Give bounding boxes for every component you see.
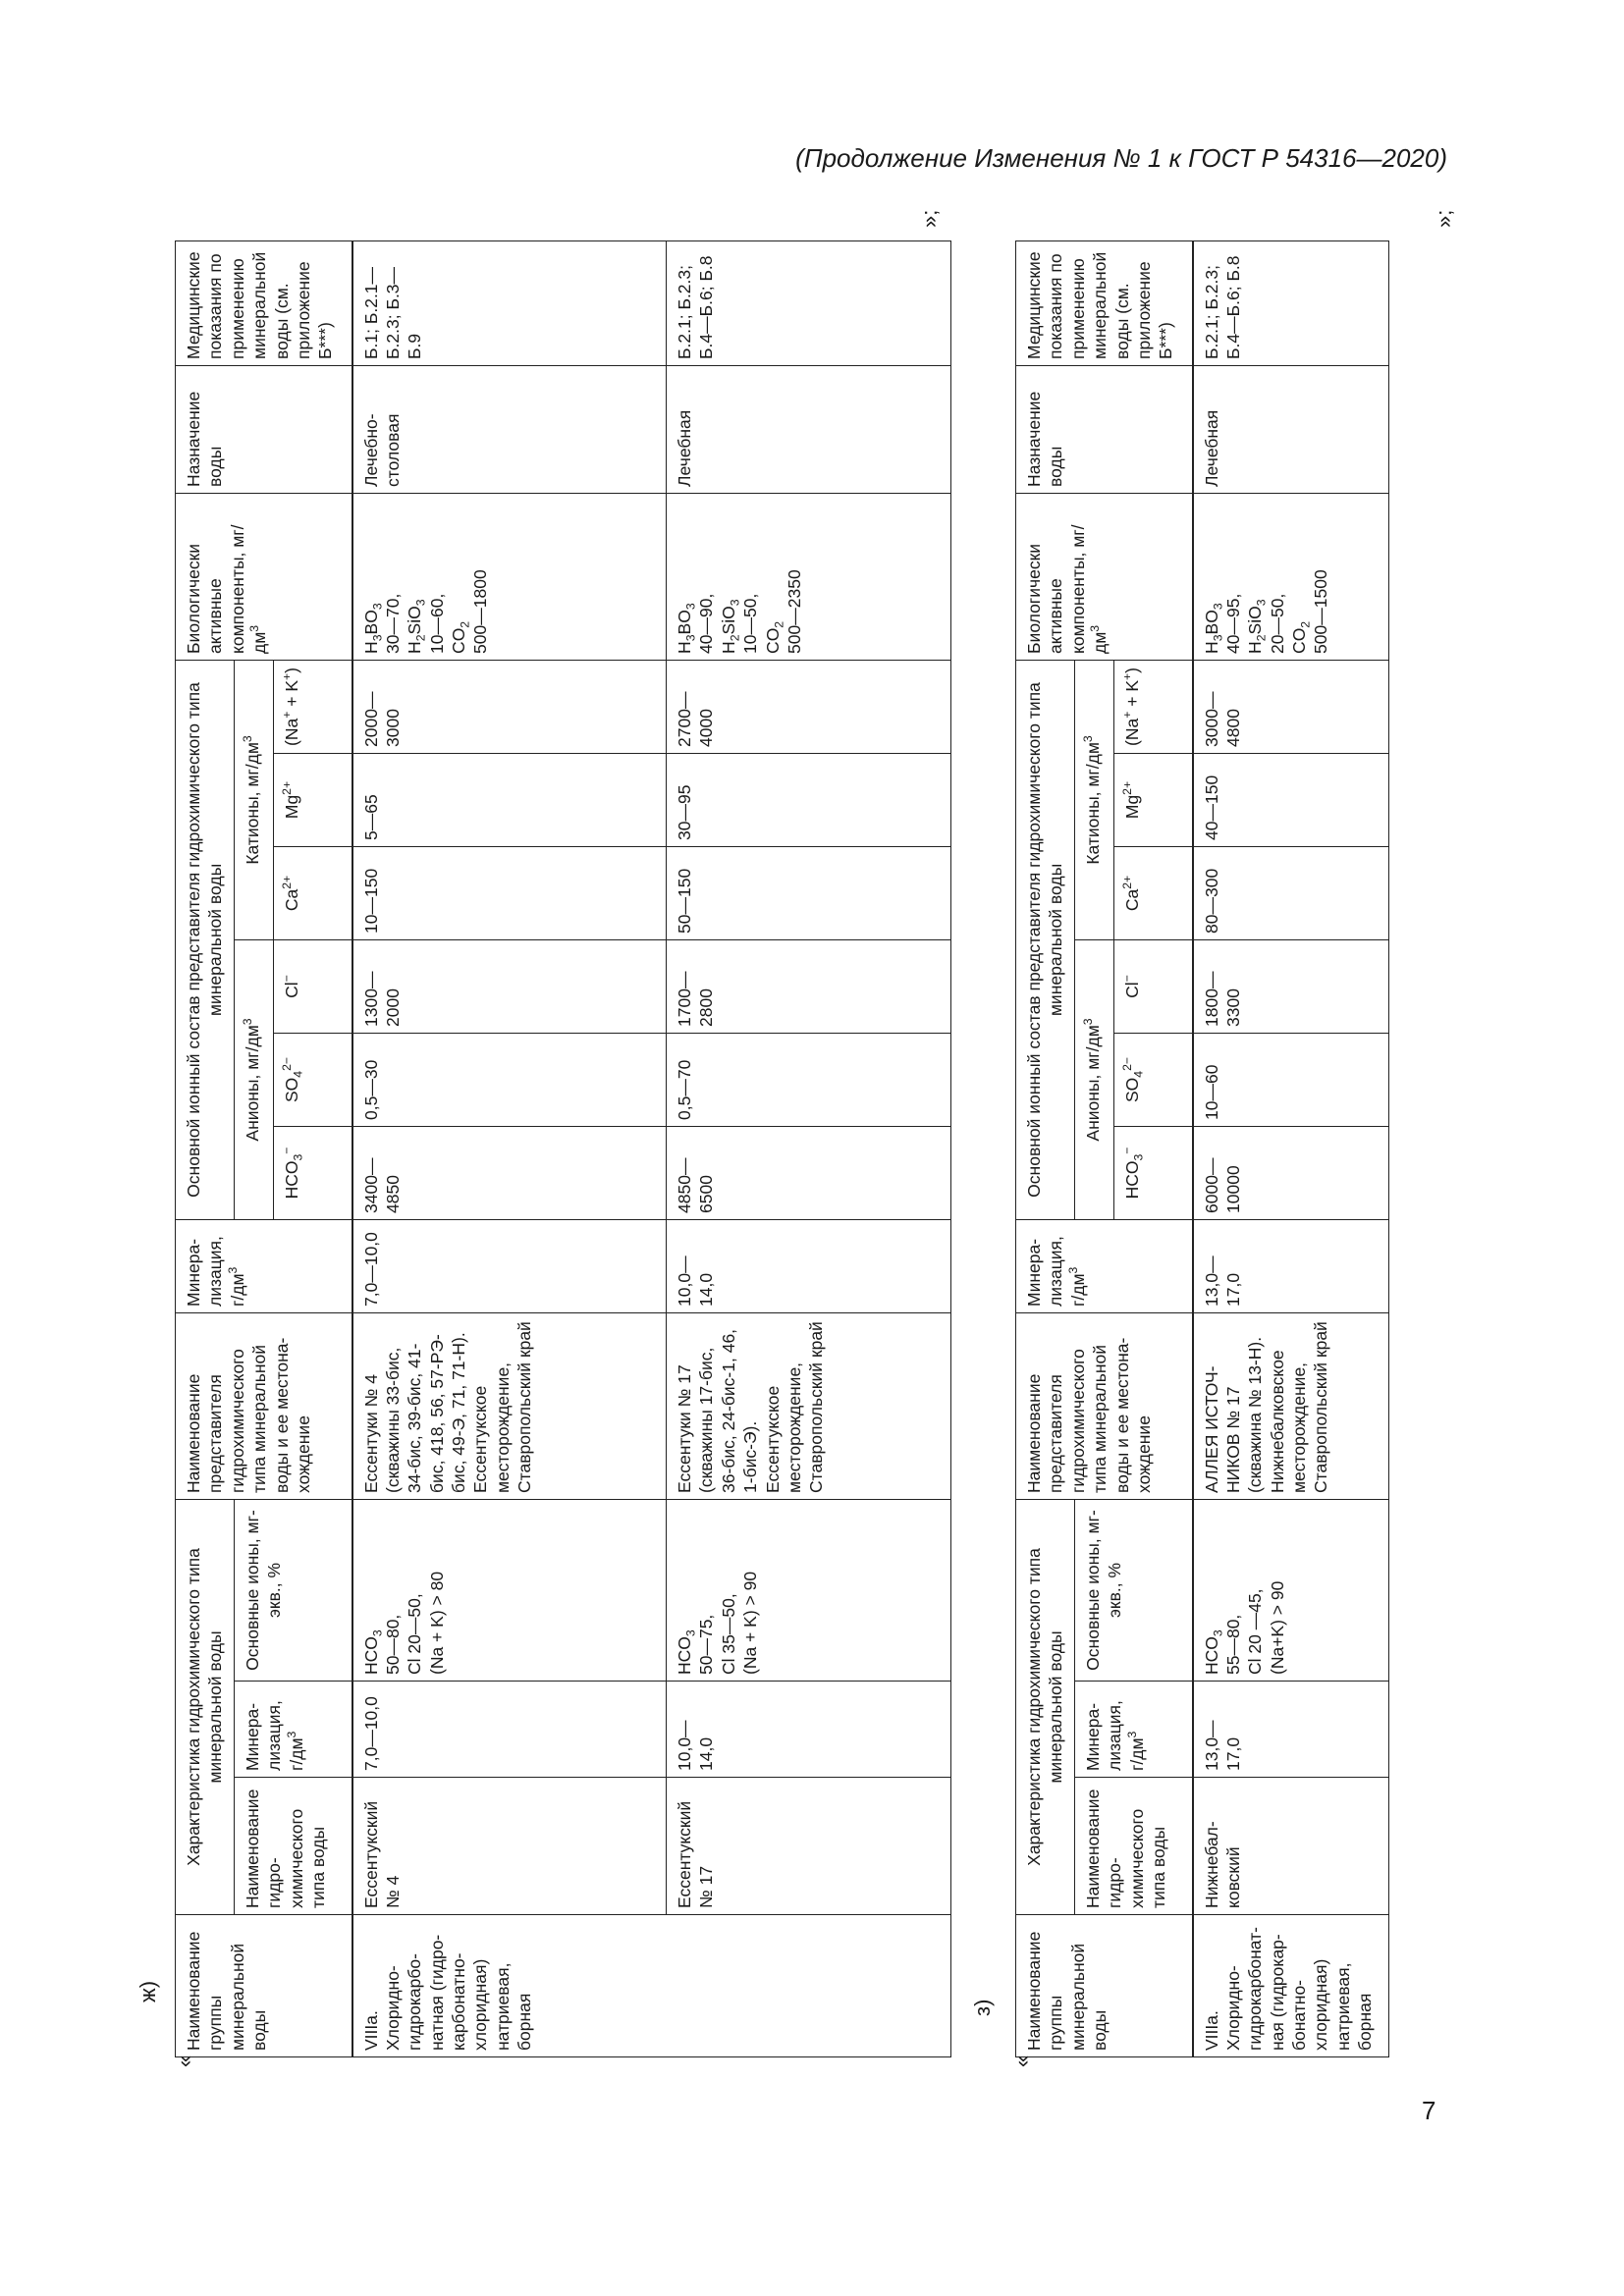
- open-quote-z: «: [1009, 2055, 1034, 2067]
- mineralization-cell: 7,0—10,0: [352, 1682, 667, 1778]
- mg-cell: 5—65: [352, 753, 667, 846]
- cl-cell: 1300—2000: [352, 939, 667, 1033]
- cl-cell: 1700—2800: [667, 939, 951, 1033]
- col-nak: (Na+ + K+): [1114, 660, 1193, 753]
- col-char-title: Характеристика гидрохимического типа минеральной воды: [1016, 1499, 1075, 1914]
- mineralization-cell: 13,0—17,0: [1193, 1682, 1389, 1778]
- hco3-cell: 6000—10000: [1193, 1126, 1389, 1219]
- document-header: (Продолжение Изменения № 1 к ГОСТ Р 54316—2020): [795, 143, 1447, 173]
- col-hco3: $HCO_3^-$: [1114, 1126, 1193, 1219]
- col-cl: Cl−: [274, 939, 352, 1033]
- col-basic-ions: Основные ионы, мг-экв., %: [235, 1499, 352, 1681]
- col-cl: Cl−: [1114, 939, 1193, 1033]
- rep-mineralization-cell: 13,0—17,0: [1193, 1219, 1389, 1312]
- rep-mineralization-cell: 10,0—14,0: [667, 1219, 951, 1312]
- col-bio: Биологически активные компоненты, $мг/дм^3$: [176, 493, 352, 660]
- table-z: [1015, 240, 1389, 2057]
- ca-cell: 80—300: [1193, 846, 1389, 939]
- open-quote-zh: «: [172, 2055, 196, 2067]
- col-purpose: Назначение воды: [176, 365, 352, 493]
- col-so4: $SO_4^{2-}$: [274, 1033, 352, 1126]
- ca-cell: 10—150: [352, 846, 667, 939]
- purpose-cell: Лечебная: [667, 365, 951, 493]
- purpose-cell: Лечебно-столовая: [352, 365, 667, 493]
- col-type-name: Наименование гидрохимического типа воды: [1075, 1778, 1193, 1915]
- col-mineralization: Минерализация, $г/дм^3$: [1075, 1682, 1193, 1778]
- col-mineralization: Минерализация, $г/дм^3$: [235, 1682, 352, 1778]
- mg-cell: 40—150: [1193, 753, 1389, 846]
- col-ionic-title: Основной ионный состав представителя гидрохимического типа минеральной воды: [1016, 660, 1075, 1219]
- close-quote-zh: »;: [917, 209, 942, 228]
- col-medical: Медицинские показания по применению минеральной воды (см. приложение Б***): [1016, 240, 1193, 365]
- col-mg: $Mg^{2+}$: [274, 753, 352, 846]
- bio-cell: $H_3BO_3$ 30—70, $H_2SiO_3$ 10—60, $CO_2$ 500—1800: [352, 493, 667, 660]
- col-nak: (Na+ + K+): [274, 660, 352, 753]
- rep-name-cell: АЛЛЕЯ ИСТОЧНИКОВ № 17 (скважина № 13-Н). Нижнебалковское месторождение, Ставропольский край: [1193, 1312, 1389, 1499]
- hco3-cell: 4850—6500: [667, 1126, 951, 1219]
- col-ca: $Ca^{2+}$: [274, 846, 352, 939]
- col-rep-name: Наименование представителя гидрохимического типа минеральной воды и ее местонахождение: [1016, 1312, 1193, 1499]
- col-group-name: Наименование группы минеральной воды: [176, 1915, 352, 2057]
- medical-cell: Б.2.1; Б.2.3; Б.4—Б.6; Б.8: [667, 240, 951, 365]
- so4-cell: 10—60: [1193, 1033, 1389, 1126]
- close-quote-z: »;: [1432, 209, 1456, 228]
- col-group-name: Наименование группы минеральной воды: [1016, 1915, 1193, 2057]
- basic-ions-cell: $HCO_3$ 50—80, Cl 20—50, (Na + K) > 80: [352, 1499, 667, 1681]
- type-name-cell: Ессентукский № 4: [352, 1778, 667, 1915]
- col-hco3: $HCO_3^-$: [274, 1126, 352, 1219]
- rep-name-cell: Ессентуки № 17 (скважины 17-бис, 36-бис, 24-бис-1, 46, 1-бис-Э). Ессентукское месторождение, Ставропольский край: [667, 1312, 951, 1499]
- group-name-cell: VIIIa. Хлоридно-гидрокарбонатная (гидрокарбонатно-хлоридная) натриевая, борная: [352, 1915, 951, 2057]
- mineralization-cell: 10,0—14,0: [667, 1682, 951, 1778]
- col-ca: $Ca^{2+}$: [1114, 846, 1193, 939]
- hco3-cell: 3400—4850: [352, 1126, 667, 1219]
- type-name-cell: Ессентукский № 17: [667, 1778, 951, 1915]
- rep-name-cell: Ессентуки № 4 (скважины 33-бис, 34-бис, 39-бис, 41-бис, 418, 56, 57-РЭ-бис, 49-Э, 71, 71-Н). Ессентукское месторождение, Ставропольский край: [352, 1312, 667, 1499]
- nak-cell: 2700—4000: [667, 660, 951, 753]
- rep-mineralization-cell: 7,0—10,0: [352, 1219, 667, 1312]
- medical-cell: Б.1; Б.2.1—Б.2.3; Б.3—Б.9: [352, 240, 667, 365]
- bio-cell: $H_3BO_3$ 40—90, $H_2SiO_3$ 10—50, $CO_2$ 500—2350: [667, 493, 951, 660]
- col-medical: Медицинские показания по применению минеральной воды (см. приложение Б***): [176, 240, 352, 365]
- section-label-z: з): [970, 1999, 995, 2016]
- col-rep-name: Наименование представителя гидрохимического типа минеральной воды и ее местонахождение: [176, 1312, 352, 1499]
- col-rep-mineralization: Минерализация, $г/дм^3$: [176, 1219, 352, 1312]
- medical-cell: Б.2.1; Б.2.3; Б.4—Б.6; Б.8: [1193, 240, 1389, 365]
- table-row: [352, 240, 667, 2056]
- type-name-cell: Нижнебалковский: [1193, 1778, 1389, 1915]
- col-rep-mineralization: Минерализация, $г/дм^3$: [1016, 1219, 1193, 1312]
- col-bio: Биологически активные компоненты, $мг/дм^3$: [1016, 493, 1193, 660]
- col-char-title: Характеристика гидрохимического типа минеральной воды: [176, 1499, 235, 1914]
- table-z-wrapper: [1015, 241, 1389, 2057]
- table-row: [667, 240, 951, 2056]
- col-mg: $Mg^{2+}$: [1114, 753, 1193, 846]
- col-ionic-title: Основной ионный состав представителя гидрохимического типа минеральной воды: [176, 660, 235, 1219]
- col-anions: Анионы, $мг/дм^3$: [1075, 939, 1114, 1219]
- basic-ions-cell: $HCO_3$ 55—80, Cl 20 —45, (Na+K) > 90: [1193, 1499, 1389, 1681]
- col-cations: Катионы, $мг/дм^3$: [1075, 660, 1114, 939]
- nak-cell: 2000—3000: [352, 660, 667, 753]
- section-label-zh: ж): [135, 1980, 160, 2002]
- so4-cell: 0,5—70: [667, 1033, 951, 1126]
- col-cations: Катионы, $мг/дм^3$: [235, 660, 274, 939]
- table-row: [1193, 240, 1389, 2056]
- basic-ions-cell: $HCO_3$ 50—75, Cl 35—50, (Na + K) > 90: [667, 1499, 951, 1681]
- table-zh: [175, 240, 951, 2057]
- table-zh-wrapper: [175, 241, 951, 2057]
- col-anions: Анионы, $мг/дм^3$: [235, 939, 274, 1219]
- purpose-cell: Лечебная: [1193, 365, 1389, 493]
- mg-cell: 30—95: [667, 753, 951, 846]
- bio-cell: $H_3BO_3$ 40—95, $H_2SiO_3$ 20—50, $CO_2$ 500—1500: [1193, 493, 1389, 660]
- group-name-cell: VIIIa. Хлоридно-гидрокарбонатная (гидрокарбонатно-хлоридная) натриевая, борная: [1193, 1915, 1389, 2057]
- ca-cell: 50—150: [667, 846, 951, 939]
- cl-cell: 1800—3300: [1193, 939, 1389, 1033]
- col-so4: $SO_4^{2-}$: [1114, 1033, 1193, 1126]
- page-number: 7: [1422, 2096, 1436, 2125]
- col-purpose: Назначение воды: [1016, 365, 1193, 493]
- nak-cell: 3000—4800: [1193, 660, 1389, 753]
- so4-cell: 0,5—30: [352, 1033, 667, 1126]
- col-basic-ions: Основные ионы, мг-экв., %: [1075, 1499, 1193, 1681]
- col-type-name: Наименование гидрохимического типа воды: [235, 1778, 352, 1915]
